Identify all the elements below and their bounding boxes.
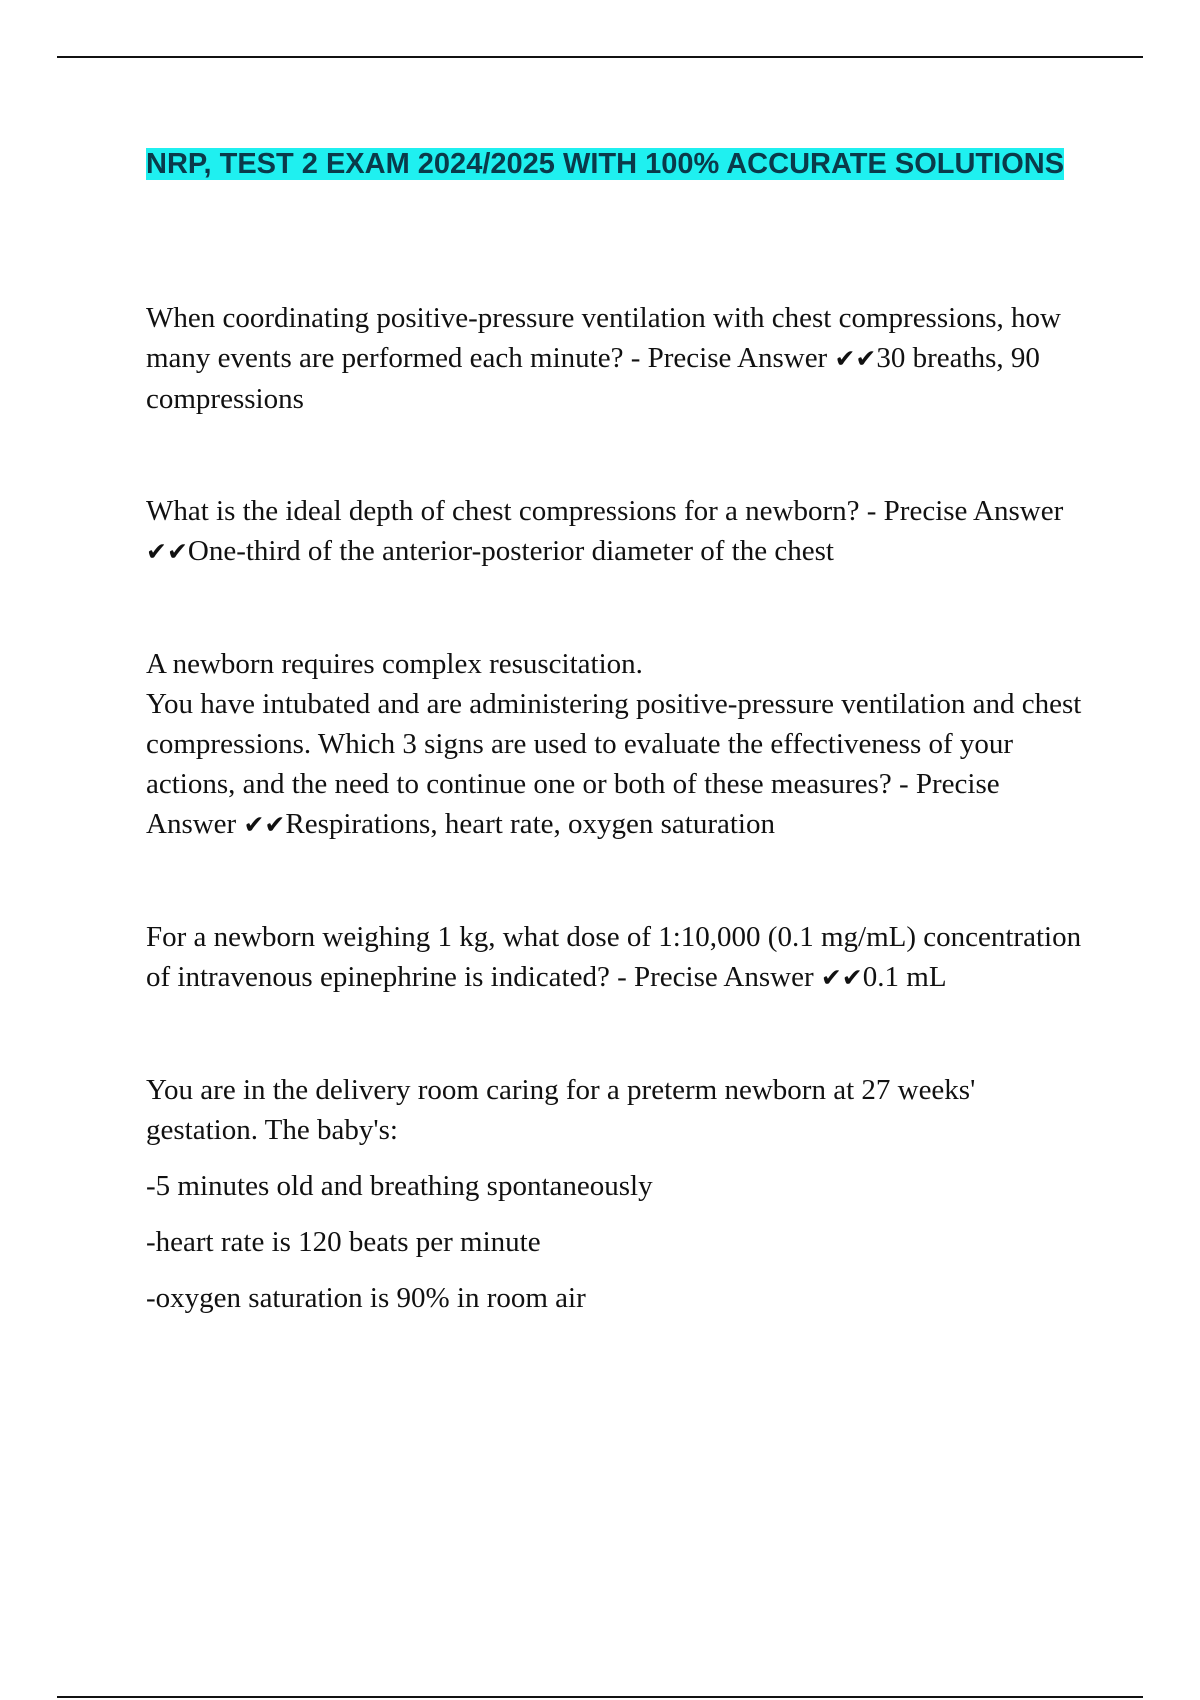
qa-text <box>146 917 1086 998</box>
bottom-rule <box>57 1696 1143 1698</box>
bullet-item: -heart rate is 120 beats per minute <box>146 1226 541 1258</box>
document-content <box>146 146 1086 1318</box>
check-mark-icon: ✔✔ <box>243 810 286 839</box>
top-rule <box>57 56 1143 58</box>
answer-text: One-third of the anterior-posterior diameter of the chest <box>187 535 834 567</box>
question-text: For a newborn weighing 1 kg, what dose of 1:10,000 (0.1 mg/mL) concentration of intravenous epinephrine is indicated? - Precise Answer <box>146 921 1082 993</box>
title-highlight: NRP, TEST 2 EXAM 2024/2025 WITH 100% ACCURATE SOLUTIONS <box>146 148 1065 180</box>
bullet-item: -5 minutes old and breathing spontaneously <box>146 1170 653 1202</box>
question-text: You have intubated and are administering positive-pressure ventilation and chest compressions. Which 3 signs are used to evaluate the effectiveness of your actions, and the need to continue one or both of these measures? - Precise Answer <box>146 688 1082 840</box>
check-mark-icon: ✔✔ <box>820 963 863 992</box>
question-text: When coordinating positive-pressure ventilation with chest compressions, how many events are performed each minute? - Precise Answer <box>146 302 1061 374</box>
bullet-item: -oxygen saturation is 90% in room air <box>146 1282 586 1314</box>
question-text: What is the ideal depth of chest compressions for a newborn? - Precise Answer <box>146 495 1064 527</box>
check-mark-icon: ✔✔ <box>834 344 877 373</box>
qa-item-3 <box>146 644 1086 845</box>
qa-item-2 <box>146 491 1086 572</box>
question-text: You are in the delivery room caring for a preterm newborn at 27 weeks' gestation. The baby's: <box>146 1074 976 1146</box>
check-mark-icon: ✔✔ <box>146 537 188 566</box>
qa-text <box>146 491 1086 572</box>
answer-text: Respirations, heart rate, oxygen saturation <box>285 808 775 840</box>
document-title <box>146 146 1086 183</box>
qa-item-4 <box>146 917 1086 998</box>
qa-item-5 <box>146 1070 1086 1318</box>
answer-text: 30 breaths, 90 compressions <box>146 342 1040 415</box>
lead-text: A newborn requires complex resuscitation. <box>146 648 643 680</box>
qa-item-1 <box>146 298 1086 419</box>
qa-text <box>146 684 1086 845</box>
answer-text: 0.1 mL <box>862 961 947 993</box>
qa-text <box>146 298 1086 419</box>
